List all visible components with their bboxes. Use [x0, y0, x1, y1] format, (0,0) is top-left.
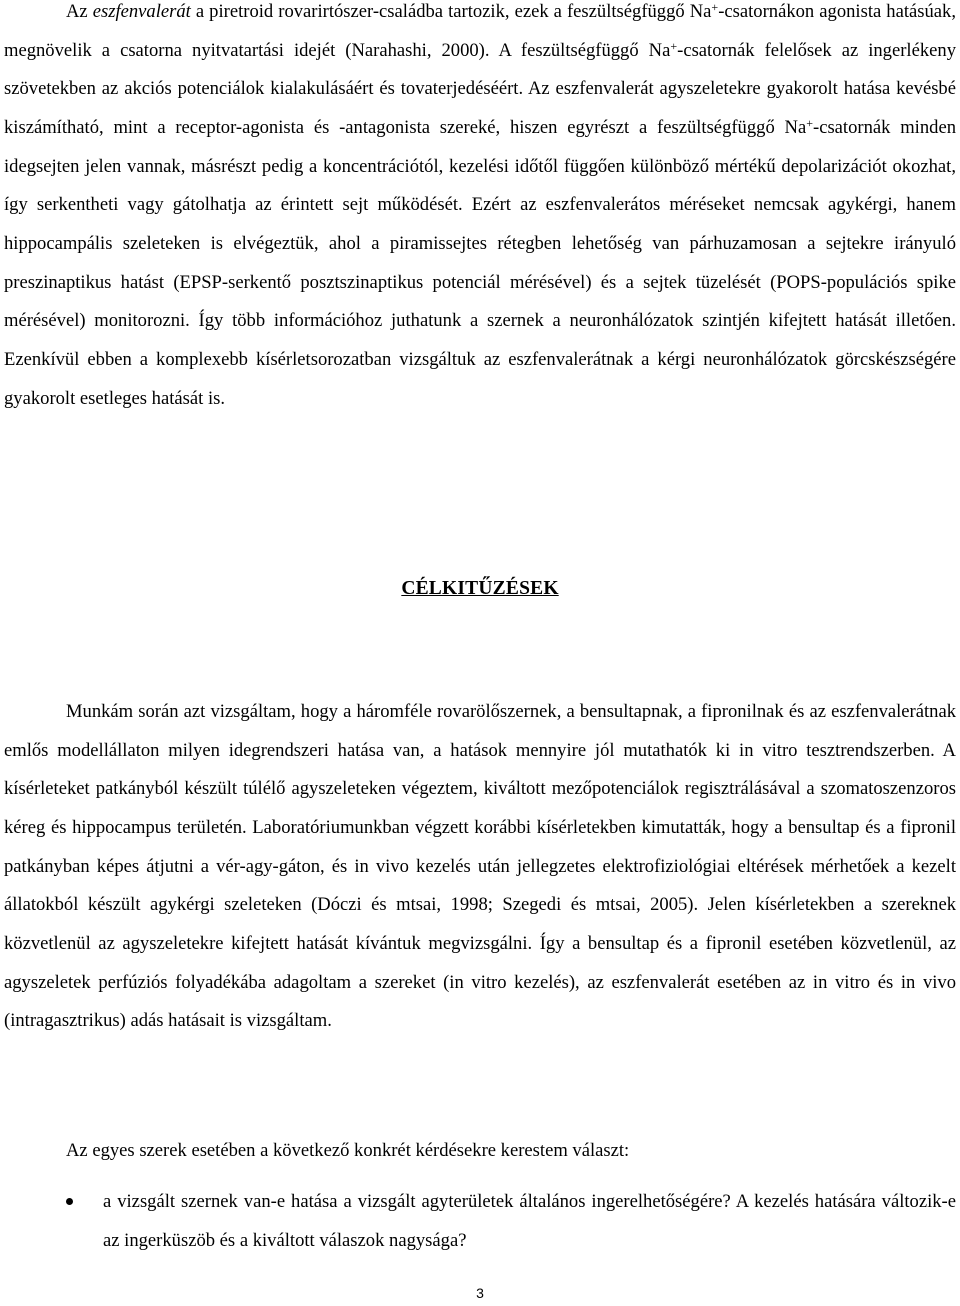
superscript-plus: + [806, 115, 813, 130]
bullet-text: a vizsgált szernek van-e hatása a vizsgált agyterületek általános ingerelhetőségére? A kezelés hatására változik-e az ingerküszöb és a kiváltott válaszok nagysága? [103, 1191, 956, 1251]
intro-text-2: a piretroid rovarirtószer-családba tartozik, ezek a feszültségfüggő Na [190, 1, 712, 22]
questions-intro-paragraph [4, 1132, 956, 1171]
intro-text-1: Az [66, 1, 93, 22]
questions-intro-text: Az egyes szerek esetében a következő konkrét kérdésekre kerestem választ: [66, 1140, 630, 1161]
superscript-plus: + [670, 38, 678, 53]
italic-term: eszfenvalerát [92, 1, 191, 22]
bullet-icon [66, 1198, 73, 1205]
intro-text-3: -csatornákon agonista hatásúak, megnövelik a csatorna nyitvatartási idejét (Narahashi, 2000). A feszültségfüggő Na [4, 1, 956, 61]
objectives-text: Munkám során azt vizsgáltam, hogy a háromféle rovarölőszernek, a bensultapnak, a fipronilnak és az eszfenvalerátnak emlős modellállaton milyen idegrendszeri hatása van, a hatások mennyire jól mutathatók ki in vitro tesztrendszerben. A kísérleteket patkányból készült túlélő agyszeleteken végeztem, kiváltott mezőpotenciálok regisztrálásával a szomatoszenzoros kéreg és hippocampus területén. Laboratóriumunkban végzett korábbi kísérletekben kimutatták, hogy a bensultap és a fipronil patkányban képes átjutni a vér-agy-gáton, és in vivo kezelés után jellegzetes elektrofiziológiai eltérések mérhetőek a kezelt állatokból készült agykérgi szeleteken (Dóczi és mtsai, 1998; Szegedi és mtsai, 2005). Jelen kísérletekben a szereknek közvetlenül az agyszeletekre kifejtett hatását kívántuk megvizsgálni. Így a bensultap és a fipronil esetében közvetlenül, az agyszeletek perfúziós folyadékába adagoltam a szereket (in vitro kezelés), az eszfenvalerát esetében az in vitro és in vivo (intragasztrikus) adás hatásait is vizsgáltam. [4, 701, 956, 1032]
intro-text-5: -csatornák minden idegsejten jelen vannak, másrészt pedig a koncentrációtól, kezelési időtől függően különböző mértékű depolarizációt okozhat, így serkentheti vagy gátolhatja az érintett sejt működését. Ezért az eszfenvalerátos méréseket nemcsak agykérgi, hanem hippocampális szeleteken is elvégeztük, ahol a piramissejtes rétegben lehetőség van párhuzamosan a sejtekre irányuló preszinaptikus hatást (EPSP-serkentő posztszinaptikus potenciál mérésével) és a sejtek tüzelését (POPS-populációs spike mérésével) monitorozni. Így több információhoz juthatunk a szernek a neuronhálózatok szintjén kifejtett hatását illetően. Ezenkívül ebben a komplexebb kísérletsorozatban vizsgáltuk az eszfenvalerátnak a kérgi neuronhálózatok görcskészségére gyakorolt esetleges hatását is. [4, 116, 956, 409]
section-heading: CÉLKITŰZÉSEK [401, 578, 559, 599]
page-number: 3 [476, 1285, 484, 1301]
objectives-paragraph [4, 693, 956, 1041]
intro-text-4: -csatornák felelősek az ingerlékeny szövetekben az akciós potenciálok kialakulásáért és tovaterjedéséért. Az eszfenvalerát agyszeletekre gyakorolt hatása kevésbé kiszámítható, mint a receptor-agonista és -antagonista szereké, hiszen egyrészt a feszültségfüggő Na [4, 39, 956, 138]
superscript-plus: + [711, 0, 719, 14]
intro-paragraph [4, 0, 956, 418]
